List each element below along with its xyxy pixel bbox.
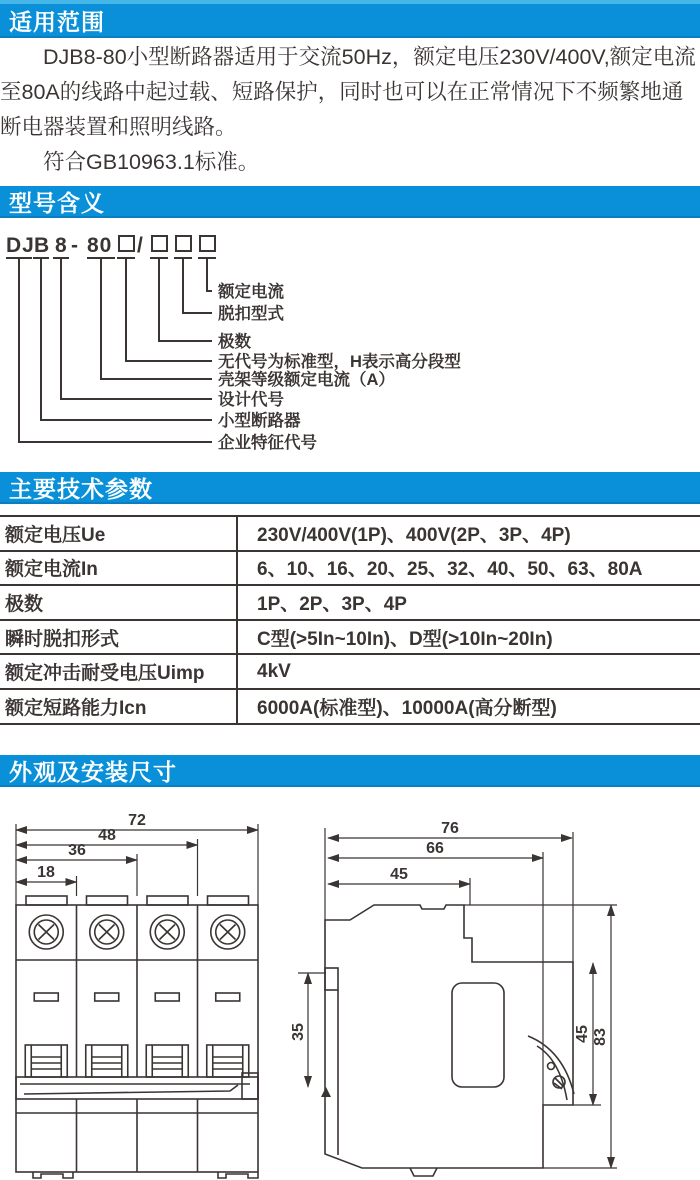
side-dim-76: 76 (441, 820, 459, 837)
svg-text:额定电流: 额定电流 (218, 283, 284, 301)
svg-text:80: 80 (87, 234, 113, 257)
front-din-clips (33, 1172, 258, 1178)
section-title: 外观及安装尺寸 (9, 758, 177, 785)
model-meaning-diagram (0, 225, 700, 470)
spec-value: 6、10、16、20、25、32、40、50、63、80A (237, 551, 700, 586)
dimension-drawings (0, 810, 700, 1180)
table-row (0, 551, 700, 586)
svg-text:极数: 极数 (218, 333, 251, 351)
table-row (0, 516, 700, 551)
spec-label: 额定冲击耐受电压Uimp (0, 654, 237, 689)
svg-text:小型断路器: 小型断路器 (218, 412, 301, 430)
side-right-dimensions (464, 905, 617, 1168)
side-dim-45-height: 45 (574, 1025, 591, 1043)
front-dim-72: 72 (128, 812, 146, 829)
scope-text-block (0, 40, 700, 180)
spec-label: 额定电压Ue (0, 516, 237, 551)
front-tie-bar (16, 1073, 258, 1099)
spec-label: 瞬时脱扣形式 (0, 620, 237, 655)
spec-value: 1P、2P、3P、4P (237, 585, 700, 620)
svg-text:DJ: DJ (6, 234, 35, 257)
screw-icon (90, 915, 124, 949)
section-title: 型号含义 (9, 189, 105, 216)
spec-table (0, 515, 700, 725)
scope-standard-line: 符合GB10963.1标准。 (43, 150, 260, 174)
spec-label: 极数 (0, 585, 237, 620)
handle (86, 1045, 128, 1077)
svg-text:设计代号: 设计代号 (218, 391, 284, 409)
svg-text:脱扣型式: 脱扣型式 (218, 305, 284, 323)
svg-text:8: 8 (55, 234, 68, 257)
section-header-dimensions (0, 755, 700, 787)
screw-icon (211, 915, 245, 949)
side-body-outline (325, 905, 574, 1176)
spec-label: 额定电流In (0, 551, 237, 586)
spec-value: 6000A(标准型)、10000A(高分断型) (237, 689, 700, 724)
section-title: 主要技术参数 (9, 475, 153, 502)
spec-value: C型(>5In~10In)、D型(>10In~20In) (237, 620, 700, 655)
side-dim-45: 45 (390, 866, 408, 883)
model-fork-labels (217, 281, 461, 452)
handle (146, 1045, 188, 1077)
handle (25, 1045, 67, 1077)
side-dim-83: 83 (592, 1028, 609, 1046)
section-title: 适用范围 (9, 8, 105, 35)
spec-label: 额定短路能力Icn (0, 689, 237, 724)
side-dim-66: 66 (426, 840, 444, 857)
model-fork-lines (6, 258, 216, 442)
svg-text:-: - (71, 234, 79, 257)
section-header-specs (0, 472, 700, 504)
svg-text:壳架等级额定电流（A）: 壳架等级额定电流（A） (218, 371, 395, 389)
spec-value: 4kV (237, 654, 700, 689)
spec-value: 230V/400V(1P)、400V(2P、3P、4P) (237, 516, 700, 551)
table-row (0, 654, 700, 689)
screw-icon (150, 915, 184, 949)
front-dim-18: 18 (37, 864, 55, 881)
svg-text:B: B (34, 234, 51, 257)
svg-text:企业特征代号: 企业特征代号 (218, 434, 317, 452)
svg-text:/: / (137, 234, 144, 257)
screw-icon (29, 915, 63, 949)
side-dim-35: 35 (290, 1023, 307, 1041)
front-dim-36: 36 (68, 842, 86, 859)
table-row (0, 689, 700, 724)
side-view (290, 820, 617, 1176)
handle (207, 1045, 249, 1077)
model-code-text (6, 234, 215, 257)
section-header-scope (0, 0, 700, 38)
front-dimension-lines (16, 812, 258, 905)
front-view (16, 812, 258, 1178)
svg-text:无代号为标准型，H表示高分段型: 无代号为标准型，H表示高分段型 (218, 353, 461, 371)
section-header-model (0, 186, 700, 218)
table-row (0, 620, 700, 655)
table-row (0, 585, 700, 620)
front-dim-48: 48 (98, 827, 116, 844)
scope-paragraph: DJB8-80小型断路器适用于交流50Hz，额定电压230V/400V,额定电流至80A的线路中起过载、短路保护，同时也可以在正常情况下不频繁地通断电器装置和照明线路。 (0, 45, 696, 139)
